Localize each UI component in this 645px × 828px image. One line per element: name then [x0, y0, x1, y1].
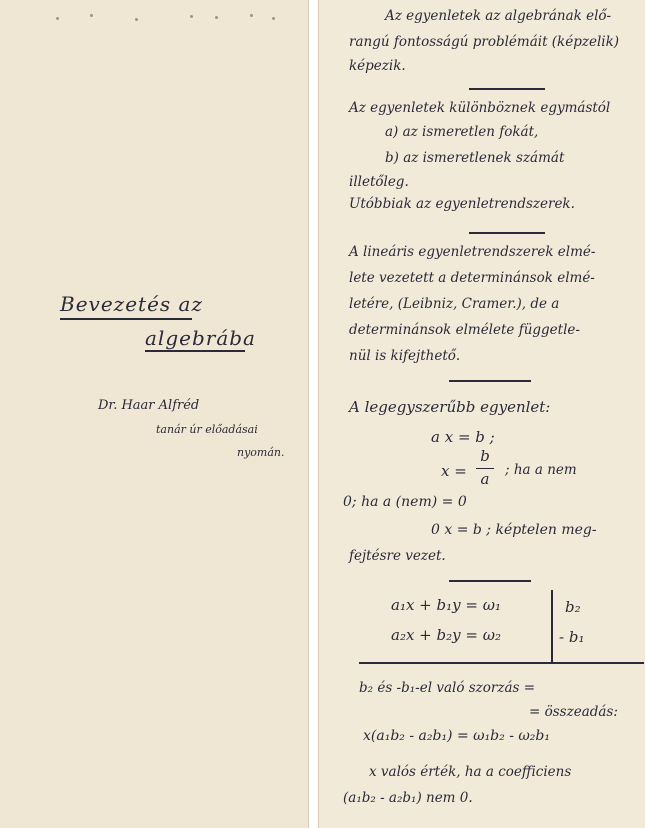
system-row-1: a₁x + b₁y = ω₁	[391, 596, 501, 614]
equation-lhs: x =	[441, 462, 467, 480]
separator-line	[449, 580, 531, 582]
text-line: Az egyenletek az algebrának elő-	[385, 8, 612, 24]
fraction-bar	[476, 468, 494, 469]
title-underline	[60, 318, 192, 320]
paper-spots	[40, 12, 280, 32]
text-line: (a₁b₂ - a₂b₁) nem 0.	[343, 790, 473, 806]
separator-line	[469, 88, 545, 90]
text-line: rangú fontosságú problémáit (képzelik)	[349, 34, 620, 50]
author-subtitle-2: nyomán.	[237, 446, 285, 459]
separator-line	[469, 232, 545, 234]
text-line: b₂ és -b₁-el való szorzás =	[359, 680, 536, 696]
title-underline	[145, 350, 245, 352]
title-line-1: Bevezetés az	[60, 292, 203, 316]
equation: 0 x = b ; képtelen meg-	[431, 522, 597, 538]
text-line: nül is kifejthető.	[349, 348, 461, 364]
text-line: A legegyszerűbb egyenlet:	[349, 398, 551, 416]
equation: 0; ha a (nem) = 0	[343, 494, 467, 510]
text-line: fejtésre vezet.	[349, 548, 446, 564]
separator-line	[359, 662, 644, 664]
author-subtitle-1: tanár úr előadásai	[156, 423, 258, 436]
fraction-numerator: b	[480, 447, 490, 465]
left-page	[0, 0, 309, 828]
equation: a x = b ;	[431, 428, 495, 446]
text-line: Az egyenletek különböznek egymástól	[349, 100, 611, 116]
title-line-2: algebrába	[145, 326, 256, 350]
system-row-2: a₂x + b₂y = ω₂	[391, 626, 501, 644]
text-line: Utóbbiak az egyenletrendszerek.	[349, 196, 575, 212]
right-page	[318, 0, 645, 828]
multiplier-2: - b₁	[559, 628, 585, 646]
text-line: x valós érték, ha a coefficiens	[369, 764, 572, 780]
text-line: determinánsok elmélete függetle-	[349, 322, 580, 338]
separator-line	[449, 380, 531, 382]
author-name: Dr. Haar Alfréd	[98, 398, 200, 413]
text-line: a) az ismeretlen fokát,	[385, 124, 539, 140]
text-line: képezik.	[349, 58, 406, 74]
text-line: lete vezetett a determinánsok elmé-	[349, 270, 595, 286]
text-line: illetőleg.	[349, 174, 409, 190]
multiplier-1: b₂	[565, 598, 581, 616]
equation: x(a₁b₂ - a₂b₁) = ω₁b₂ - ω₂b₁	[363, 728, 550, 744]
text-line: b) az ismeretlenek számát	[385, 150, 565, 166]
multiplier-divider	[551, 590, 553, 662]
fraction-denominator: a	[480, 470, 490, 488]
text-line: A lineáris egyenletrendszerek elmé-	[349, 244, 596, 260]
equation-rest: ; ha a nem	[505, 462, 577, 478]
text-line: letére, (Leibniz, Cramer.), de a	[349, 296, 560, 312]
text-line: = összeadás:	[529, 704, 618, 720]
